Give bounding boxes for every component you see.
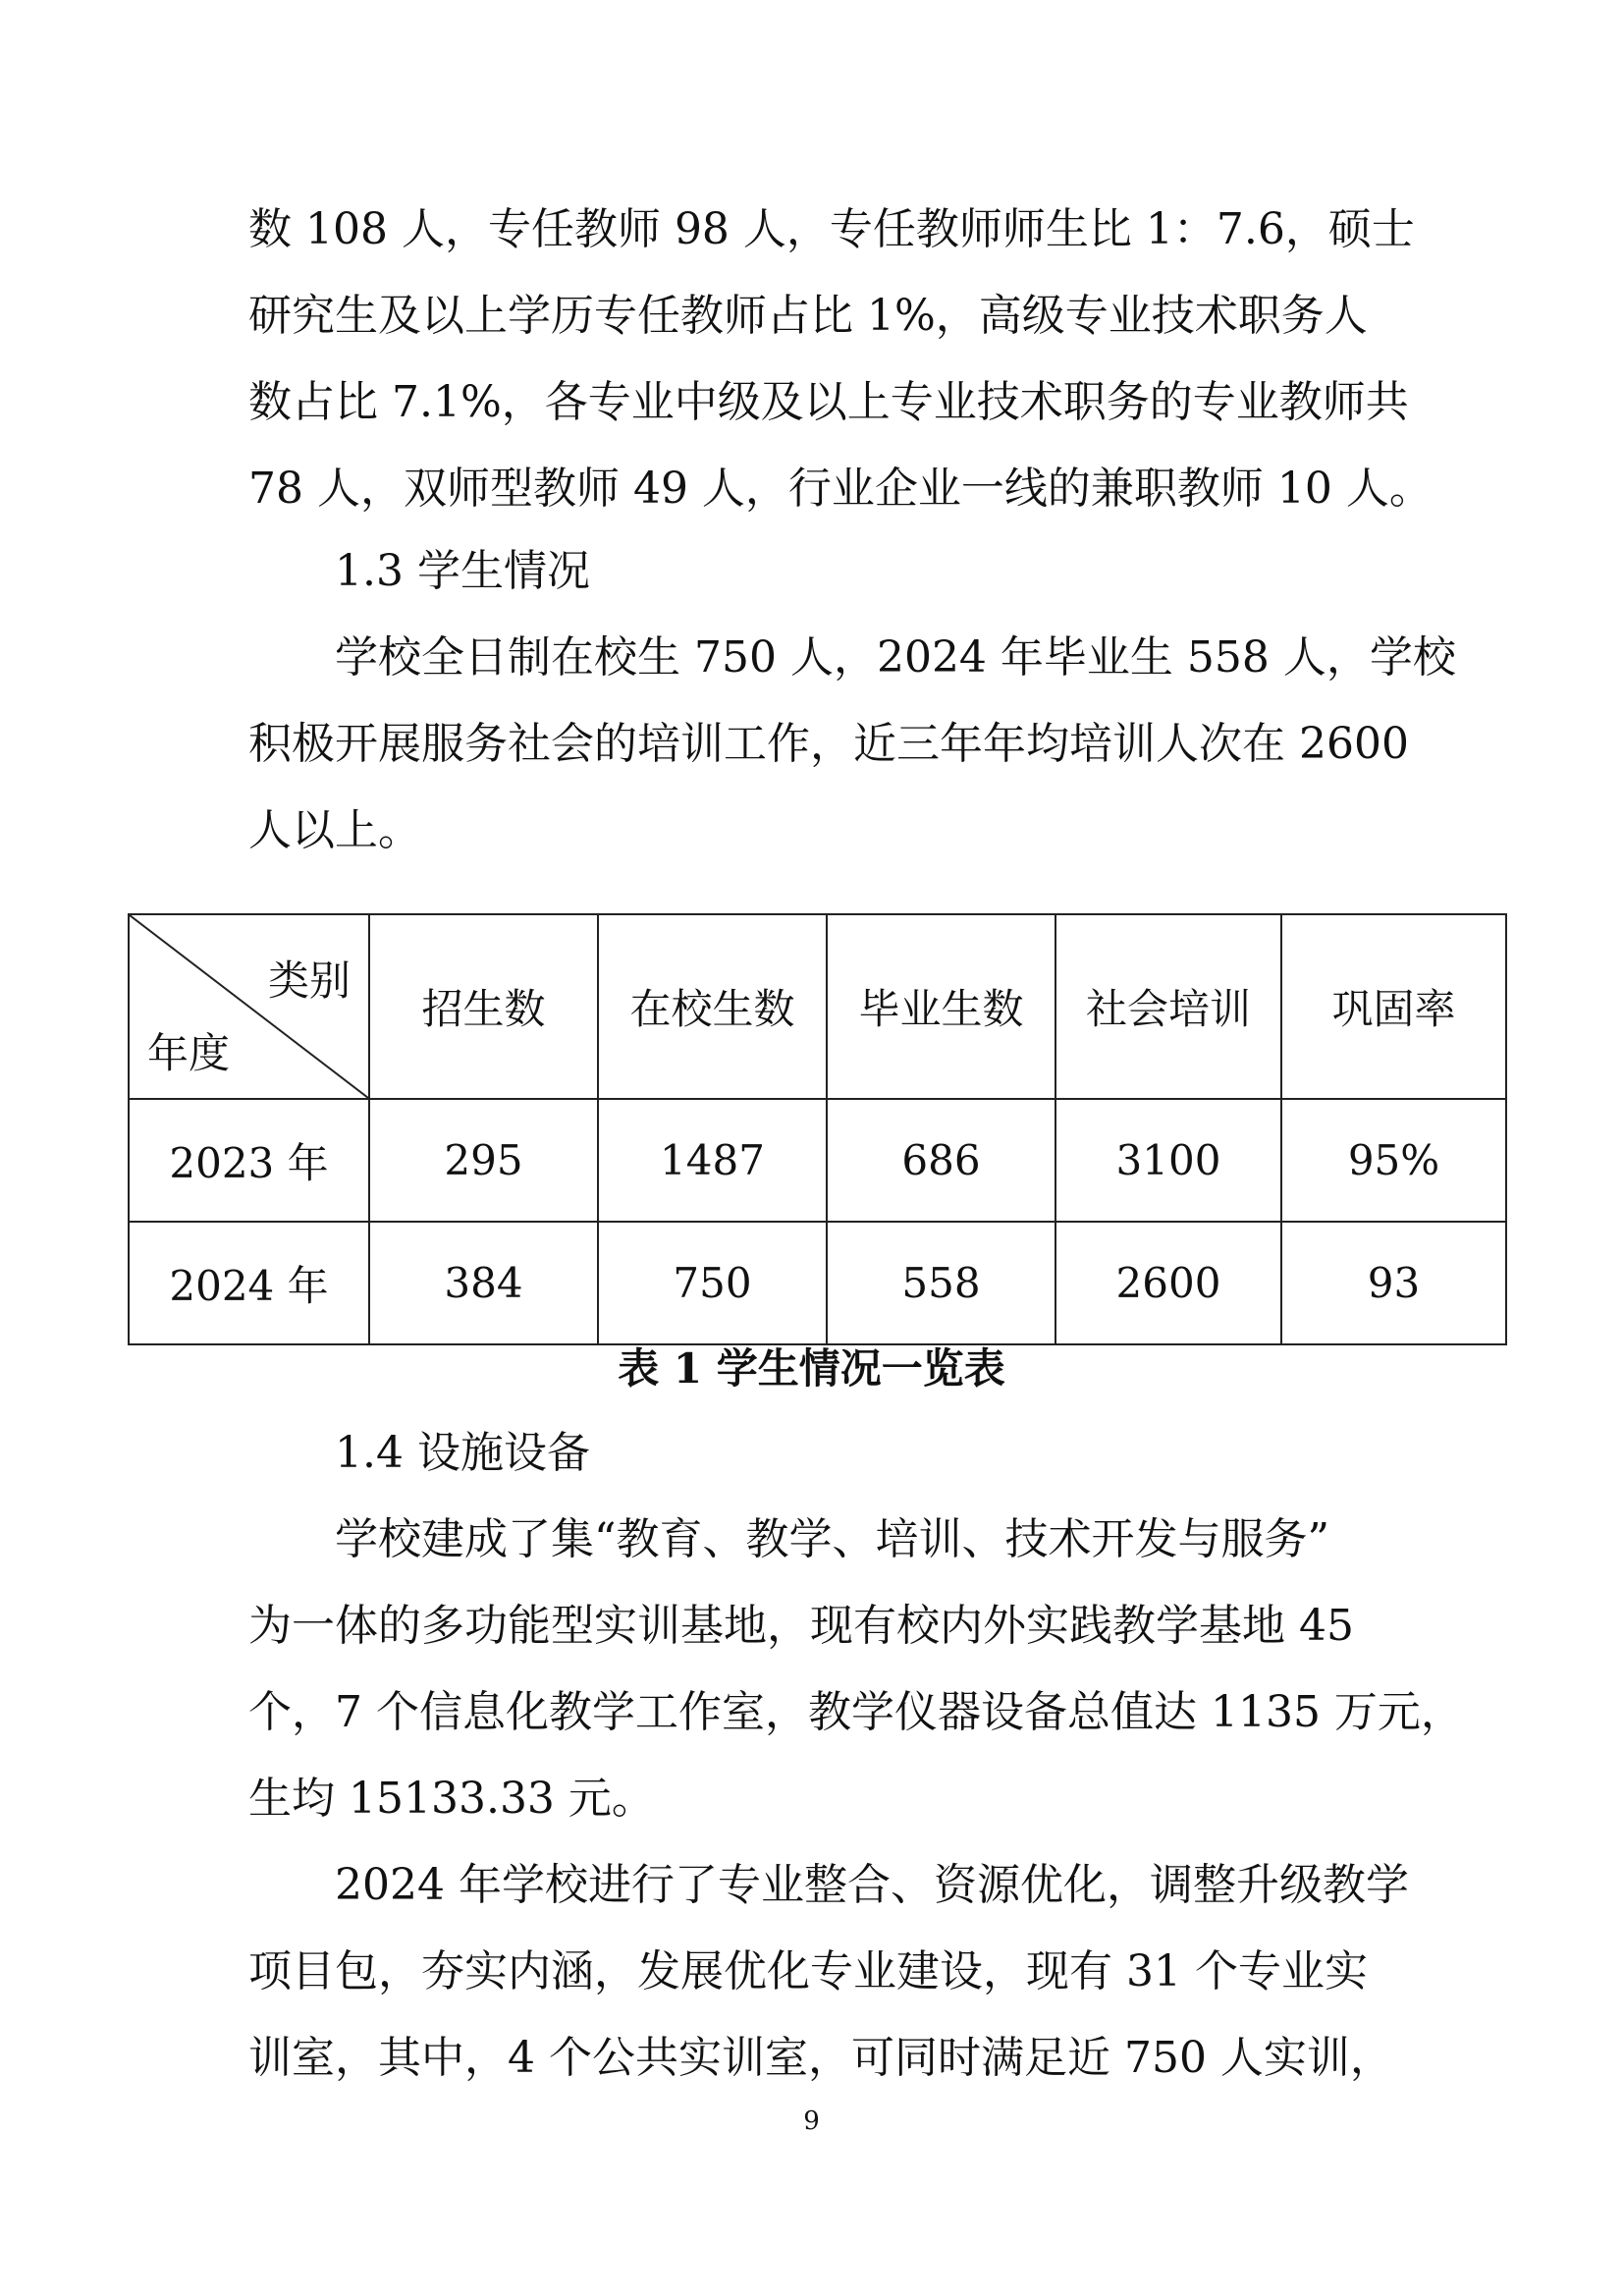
table-header-cell: 在校生数 [598,914,827,1099]
paragraph-2024-line-2: 项目包，夯实内涵，发展优化专业建设，现有 31 个专业实 [248,1946,1368,1996]
paragraph-teachers-line-4: 78 人，双师型教师 49 人，行业企业一线的兼职教师 10 人。 [248,464,1433,514]
paragraph-facilities-line-3: 个，7 个信息化教学工作室，教学仪器设备总值达 1135 万元， [248,1687,1464,1737]
paragraph-facilities-line-1: 学校建成了集“教育、教学、培训、技术开发与服务” [335,1514,1329,1564]
paragraph-2024-line-1: 2024 年学校进行了专业整合、资源优化，调整升级教学 [335,1860,1409,1910]
page-number: 9 [803,2106,820,2136]
corner-label-category: 类别 [267,957,351,1005]
paragraph-teachers-line-1: 数 108 人，专任教师 98 人，专任教师师生比 1：7.6，硕士 [248,204,1415,254]
table-cell: 750 [598,1222,827,1344]
table-cell: 3100 [1055,1099,1281,1222]
paragraph-2024-line-3: 训室，其中，4 个公共实训室，可同时满足近 750 人实训， [248,2033,1393,2083]
table-cell: 1487 [598,1099,827,1222]
paragraph-facilities-line-2: 为一体的多功能型实训基地，现有校内外实践教学基地 45 [248,1601,1354,1651]
table-header-cell: 毕业生数 [827,914,1055,1099]
table-year-cell: 2024 年 [129,1222,369,1344]
table-caption: 表 1 学生情况一览表 [618,1344,1005,1393]
table-header-row [129,914,1506,1099]
table-cell: 558 [827,1222,1055,1344]
paragraph-teachers-line-3: 数占比 7.1%，各专业中级及以上专业技术职务的专业教师共 [248,377,1409,427]
paragraph-students-line-3: 人以上。 [248,805,421,855]
table-cell: 686 [827,1099,1055,1222]
paragraph-students-line-1: 学校全日制在校生 750 人，2024 年毕业生 558 人，学校 [335,632,1456,683]
table-cell: 295 [369,1099,598,1222]
paragraph-facilities-line-4: 生均 15133.33 元。 [248,1774,655,1824]
section-heading-1-4: 1.4 设施设备 [335,1428,590,1478]
table-header-cell: 巩固率 [1281,914,1506,1099]
student-statistics-table [128,913,1507,1345]
paragraph-teachers-line-2: 研究生及以上学历专任教师占比 1%，高级专业技术职务人 [248,291,1368,341]
paragraph-students-line-2: 积极开展服务社会的培训工作，近三年年均培训人次在 2600 [248,719,1409,769]
table-year-cell: 2023 年 [129,1099,369,1222]
section-heading-1-3: 1.3 学生情况 [335,546,590,596]
table-row [129,1099,1506,1222]
table-cell: 93 [1281,1222,1506,1344]
table-cell: 95% [1281,1099,1506,1222]
table-corner-cell [129,914,369,1099]
table-cell: 384 [369,1222,598,1344]
corner-label-year: 年度 [147,1029,231,1077]
table-header-cell: 招生数 [369,914,598,1099]
table-row [129,1222,1506,1344]
table-cell: 2600 [1055,1222,1281,1344]
table-header-cell: 社会培训 [1055,914,1281,1099]
